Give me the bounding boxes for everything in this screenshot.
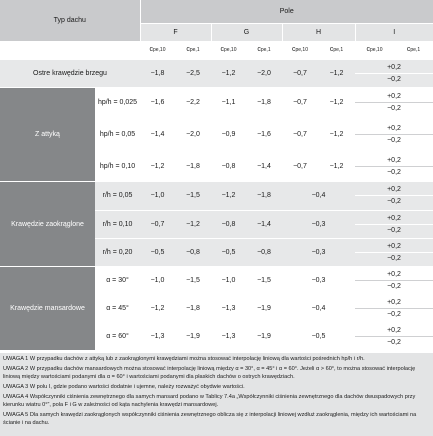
table-cell: −1,2 [318, 119, 355, 151]
table-cell: −0,7 [282, 119, 318, 151]
table-cell: −0,8 [246, 238, 282, 266]
table-cell: −0,7 [140, 210, 175, 238]
note-5: UWAGA 5 Dla samych krawędzi zaokrąglonych współczynniki ciśnienia zewnętrznego oblicza się z interpolacji liniowej wzdłuż zaokrąglenia, między ich wartościami na ścianie i na dachu. [3, 412, 417, 426]
zone-i-cell: +0,2 −0,2 [355, 119, 433, 151]
coef-header: cpe,10 [211, 42, 246, 60]
zone-i-cell: +0,2 −0,2 [355, 294, 433, 322]
table-cell: −1,3 [211, 322, 246, 350]
param-cell: α = 60° [95, 322, 140, 350]
zone-i-cell: +0,2 −0,2 [355, 238, 433, 266]
param-cell: r/h = 0,20 [95, 238, 140, 266]
coef-header: cpe,1 [175, 42, 211, 60]
coef-header: cpe,1 [394, 42, 433, 60]
zone-i-cell: +0,2 −0,2 [355, 210, 433, 238]
table-cell: −0,3 [282, 238, 355, 266]
table-cell: −0,7 [282, 87, 318, 119]
table-cell: −2,0 [246, 59, 282, 87]
table-cell: −1,9 [175, 322, 211, 350]
param-cell: hp/h = 0,05 [95, 119, 140, 151]
table-cell: −1,8 [140, 59, 175, 87]
table-cell: −1,5 [246, 266, 282, 294]
table-cell: −1,0 [140, 266, 175, 294]
table-cell: −1,9 [246, 322, 282, 350]
table-cell: −0,5 [211, 238, 246, 266]
roof-type-header: Typ dachu [0, 0, 140, 42]
coef-header: cpe,1 [246, 42, 282, 60]
table-cell: −1,2 [318, 87, 355, 119]
note-3: UWAGA 3 W polu I, gdzie podano wartości dodatnie i ujemne, należy rozważyć obydwie wartości. [3, 384, 245, 390]
table-cell: −1,6 [246, 119, 282, 151]
param-cell: hp/h = 0,025 [95, 87, 140, 119]
table-cell: −1,1 [211, 87, 246, 119]
zone-i-cell: +0,2 −0,2 [355, 182, 433, 210]
table-cell: −0,8 [175, 238, 211, 266]
table-cell: −1,4 [246, 150, 282, 182]
table-cell: −0,3 [282, 266, 355, 294]
table-cell: −1,9 [246, 294, 282, 322]
zone-group-header: Pole [140, 0, 433, 24]
zone-f-header: F [140, 24, 211, 42]
table-cell: −1,8 [175, 150, 211, 182]
table-cell: −0,5 [282, 322, 355, 350]
parapets-label: Z attyką [0, 87, 95, 182]
table-cell: −0,7 [282, 150, 318, 182]
table-cell: −2,5 [175, 59, 211, 87]
table-cell: −1,6 [140, 87, 175, 119]
zone-i-cell: +0,2 −0,2 [355, 150, 433, 182]
table-cell: −1,0 [140, 182, 175, 210]
param-cell: α = 45° [95, 294, 140, 322]
table-notes [0, 353, 433, 436]
table-cell: −0,8 [211, 210, 246, 238]
table-cell: −1,5 [175, 182, 211, 210]
table-cell: −0,9 [211, 119, 246, 151]
zone-i-header: I [355, 24, 433, 42]
coef-header: cpe,10 [282, 42, 318, 60]
table-cell: −1,2 [318, 150, 355, 182]
table-cell: −2,0 [175, 119, 211, 151]
param-cell: α = 30° [95, 266, 140, 294]
param-cell: r/h = 0,10 [95, 210, 140, 238]
table-cell: −1,2 [211, 182, 246, 210]
zone-i-cell: +0,2 −0,2 [355, 266, 433, 294]
table-cell: −1,0 [211, 266, 246, 294]
table-cell: −1,4 [140, 119, 175, 151]
table-cell: −1,2 [175, 210, 211, 238]
table-cell: −1,5 [175, 266, 211, 294]
table-cell: −1,8 [246, 182, 282, 210]
table-cell: −1,8 [175, 294, 211, 322]
zone-i-cell: +0,2 −0,2 [355, 87, 433, 119]
table-cell: −1,8 [246, 87, 282, 119]
param-cell: hp/h = 0,10 [95, 150, 140, 182]
zone-h-header: H [282, 24, 355, 42]
table-cell: −1,2 [318, 59, 355, 87]
table-cell: −1,3 [211, 294, 246, 322]
note-2: UWAGA 2 W przypadku dachów mansardowych można stosować interpolację liniową między α = 30°, α = 45° i α = 60°. Jeżeli α > 60°, to można stosować interpolację liniową między wartościami podanymi dla α = 60° i wartościami podanymi dla płaskich dachów o ostrych krawędziach. [3, 366, 416, 380]
table-cell: −2,2 [175, 87, 211, 119]
table-cell: −0,4 [282, 294, 355, 322]
zone-i-cell: +0,2 −0,2 [355, 59, 433, 87]
mansard-eaves-label: Krawędzie mansardowe [0, 266, 95, 350]
table-cell: −1,2 [211, 59, 246, 87]
header-spacer [0, 42, 140, 60]
zone-g-header: G [211, 24, 282, 42]
table-cell: −1,3 [140, 322, 175, 350]
table-cell: −0,5 [140, 238, 175, 266]
table-cell: −1,2 [140, 294, 175, 322]
note-4: UWAGA 4 Współczynniki ciśnienia zewnętrznego dla samych mansard podano w Tablicy 7.4a „Współczynniki ciśnienia zewnętrznego dla dachów dwuspadowych przy kierunku wiatru 0°”, pola F i G w zależności od kąta nachylenia krawędzi mansardowej. [3, 394, 416, 408]
param-cell: r/h = 0,05 [95, 182, 140, 210]
zone-i-cell: +0,2 −0,2 [355, 322, 433, 350]
coef-header: cpe,10 [140, 42, 175, 60]
coef-header: cpe,10 [355, 42, 394, 60]
table-cell: −0,3 [282, 210, 355, 238]
table-cell: −0,4 [282, 182, 355, 210]
note-1: UWAGA 1 W przypadku dachów z attyką lub z zaokrąglonymi krawędziami można stosować interpolację liniową dla wartości pośrednich hp/h i r/h. [3, 356, 365, 362]
table-cell: −0,8 [211, 150, 246, 182]
sharp-eaves-label: Ostre krawędzie brzegu [0, 59, 140, 87]
coef-header: cpe,1 [318, 42, 355, 60]
table-cell: −0,7 [282, 59, 318, 87]
curved-eaves-label: Krawędzie zaokrąglone [0, 182, 95, 266]
table-cell: −1,2 [140, 150, 175, 182]
table-cell: −1,4 [246, 210, 282, 238]
